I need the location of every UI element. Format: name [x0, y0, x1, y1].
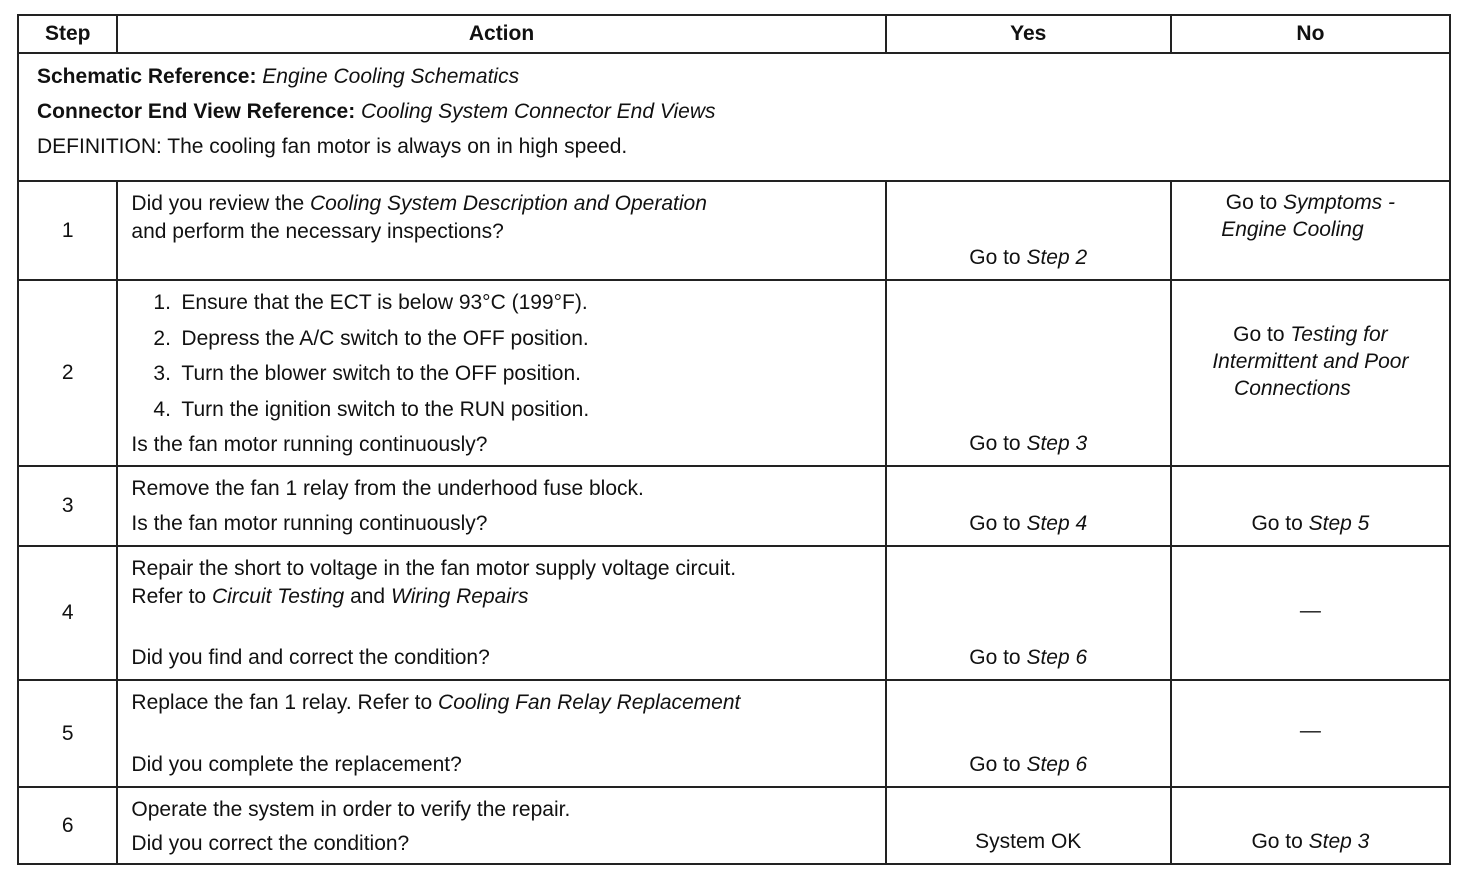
step-number: 2 — [18, 280, 117, 466]
no-action — [1172, 321, 1449, 402]
connector-reference — [37, 97, 1449, 132]
action-cell — [117, 787, 885, 864]
header-step: Step — [18, 15, 117, 53]
no-cell — [1171, 466, 1450, 546]
yes-action — [887, 645, 1170, 671]
action-text: Did you review the — [131, 192, 310, 215]
header-yes: Yes — [886, 15, 1171, 53]
step-row-5 — [18, 680, 1450, 787]
no-cell — [1171, 280, 1450, 466]
goto-text: Go to — [969, 646, 1027, 669]
header-action: Action — [117, 15, 885, 53]
action-text: Refer to — [131, 585, 212, 608]
step-row-3 — [18, 466, 1450, 546]
step-number: 4 — [18, 546, 117, 680]
list-item — [153, 326, 588, 352]
question-text: Is the fan motor running continuously? — [131, 512, 488, 535]
no-dash: — — [1299, 599, 1321, 622]
yes-cell — [886, 546, 1171, 680]
action-cell — [117, 546, 885, 680]
action-cell — [117, 181, 885, 280]
no-cell — [1171, 546, 1450, 680]
action-line — [131, 690, 740, 716]
connector-reference-link[interactable]: Cooling System Connector End Views — [361, 100, 716, 123]
question-text: Did you find and correct the condition? — [131, 646, 490, 669]
question-text: Did you correct the condition? — [131, 832, 410, 855]
action-text: and — [344, 585, 391, 608]
goto-text: Go to — [1251, 512, 1309, 535]
list-number: 1. — [153, 291, 171, 314]
action-cell — [117, 680, 885, 787]
reference-row — [18, 53, 1450, 181]
list-item — [153, 397, 589, 423]
header-row — [18, 15, 1450, 53]
schematic-reference-label: Schematic Reference: — [37, 65, 257, 88]
reference-cell — [18, 53, 1450, 181]
action-line: Operate the system in order to verify the repair. — [131, 798, 571, 821]
header-no: No — [1171, 15, 1450, 53]
no-action — [1172, 829, 1449, 855]
goto-link[interactable]: Testing for — [1290, 323, 1388, 346]
goto-text: Go to — [969, 753, 1027, 776]
yes-action: System OK — [975, 830, 1082, 853]
goto-step-link[interactable]: Step 5 — [1308, 512, 1370, 535]
list-item — [153, 290, 587, 316]
goto-step-link[interactable]: Step 6 — [1026, 646, 1088, 669]
goto-text: Go to — [969, 432, 1027, 455]
yes-cell — [886, 466, 1171, 546]
no-cell — [1171, 181, 1450, 280]
goto-text: Go to — [1233, 323, 1291, 346]
step-row-1 — [18, 181, 1450, 280]
goto-step-link[interactable]: Step 3 — [1026, 432, 1088, 455]
action-link[interactable]: Cooling Fan Relay Replacement — [438, 691, 741, 714]
action-line: and perform the necessary inspections? — [131, 220, 504, 243]
goto-step-link[interactable]: Step 6 — [1026, 753, 1088, 776]
goto-link[interactable]: Intermittent and Poor — [1212, 350, 1409, 373]
step-number: 6 — [18, 787, 117, 864]
step-row-2 — [18, 280, 1450, 466]
list-text: Depress the A/C switch to the OFF position. — [181, 327, 589, 350]
yes-action — [887, 245, 1170, 271]
list-text: Turn the blower switch to the OFF position. — [181, 362, 581, 385]
no-cell — [1171, 680, 1450, 787]
action-line — [131, 584, 528, 610]
goto-text: Go to — [1225, 191, 1283, 214]
step-row-4 — [18, 546, 1450, 680]
yes-cell — [886, 787, 1171, 864]
list-number: 2. — [153, 327, 171, 350]
action-link[interactable]: Circuit Testing — [211, 585, 345, 608]
schematic-reference-link[interactable]: Engine Cooling Schematics — [262, 65, 520, 88]
no-action — [1172, 189, 1449, 243]
goto-text: Go to — [969, 512, 1027, 535]
step-number: 5 — [18, 680, 117, 787]
goto-link[interactable]: Engine Cooling — [1221, 218, 1364, 241]
action-cell — [117, 466, 885, 546]
goto-link[interactable]: Symptoms - — [1283, 191, 1396, 214]
schematic-reference — [37, 62, 1449, 97]
step-row-6 — [18, 787, 1450, 864]
diagnostic-table — [17, 14, 1451, 865]
action-line — [131, 191, 706, 217]
question-text: Is the fan motor running continuously? — [131, 433, 488, 456]
step-number: 1 — [18, 181, 117, 280]
goto-text: Go to — [1251, 830, 1309, 853]
definition-text: DEFINITION: The cooling fan motor is always on in high speed. — [37, 135, 628, 158]
yes-cell — [886, 680, 1171, 787]
yes-cell — [886, 181, 1171, 280]
question-text: Did you complete the replacement? — [131, 753, 462, 776]
yes-cell — [886, 280, 1171, 466]
yes-action — [887, 752, 1170, 778]
no-dash: — — [1299, 719, 1321, 742]
list-number: 4. — [153, 398, 171, 421]
goto-link[interactable]: Connections — [1234, 377, 1351, 400]
goto-step-link[interactable]: Step 4 — [1026, 512, 1088, 535]
list-item — [153, 361, 581, 387]
list-number: 3. — [153, 362, 171, 385]
action-link[interactable]: Wiring Repairs — [390, 585, 529, 608]
list-text: Turn the ignition switch to the RUN position. — [181, 398, 590, 421]
action-text: Replace the fan 1 relay. Refer to — [131, 691, 439, 714]
yes-action — [887, 431, 1170, 457]
step-number: 3 — [18, 466, 117, 546]
goto-step-link[interactable]: Step 3 — [1308, 830, 1370, 853]
action-line: Remove the fan 1 relay from the underhood fuse block. — [131, 477, 644, 500]
goto-step-link[interactable]: Step 2 — [1026, 246, 1088, 269]
connector-reference-label: Connector End View Reference: — [37, 100, 356, 123]
action-cell — [117, 280, 885, 466]
yes-action — [887, 511, 1170, 537]
goto-text: Go to — [969, 246, 1027, 269]
no-cell — [1171, 787, 1450, 864]
list-text: Ensure that the ECT is below 93°C (199°F). — [181, 291, 588, 314]
action-link[interactable]: Cooling System Description and Operation — [310, 192, 707, 215]
no-action — [1172, 511, 1449, 537]
action-line: Repair the short to voltage in the fan motor supply voltage circuit. — [131, 557, 737, 580]
